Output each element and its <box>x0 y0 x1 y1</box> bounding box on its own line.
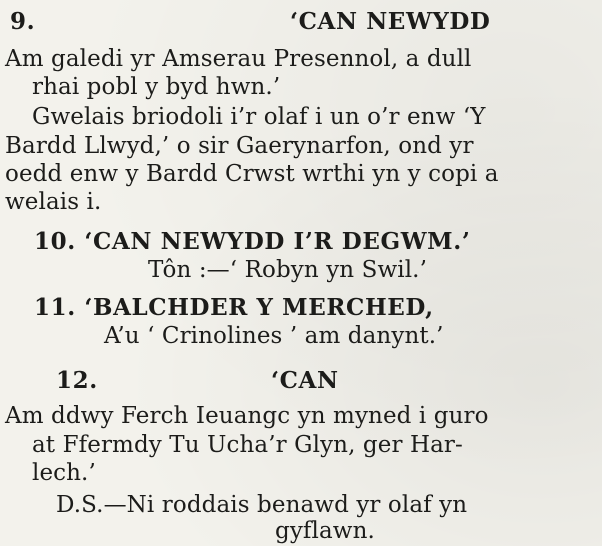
item-12-number: 12. <box>56 367 98 394</box>
item-12-subtitle-line: at Ffermdy Tu Ucha’r Glyn, ger Har- <box>32 432 463 458</box>
item-9-note-line: Gwelais briodoli i’r olaf i un o’r enw ‘Y <box>32 104 486 130</box>
item-9-title: ‘CAN NEWYDD <box>290 8 491 35</box>
item-10-tune: Tôn :—‘ Robyn yn Swil.’ <box>148 257 427 283</box>
item-12-subtitle-line: lech.’ <box>32 460 96 486</box>
item-11-subtitle: A’u ‘ Crinolines ’ am danynt.’ <box>104 323 444 349</box>
item-9-number: 9. <box>10 8 36 35</box>
item-9-note-line: welais i. <box>5 189 102 215</box>
item-11-heading: 11. ‘BALCHDER Y MERCHED, <box>34 294 434 321</box>
item-12-title: ‘CAN <box>271 367 339 394</box>
item-9-note-line: oedd enw y Bardd Crwst wrthi yn y copi a <box>5 161 499 187</box>
item-12-note-line: D.S.—Ni roddais benawd yr olaf yn <box>56 492 468 518</box>
item-12-subtitle-line: Am ddwy Ferch Ieuangc yn myned i guro <box>5 403 489 429</box>
item-9-note-line: Bardd Llwyd,’ o sir Gaerynarfon, ond yr <box>5 133 474 159</box>
show-through-bleed <box>470 330 590 354</box>
item-10-heading: 10. ‘CAN NEWYDD I’R DEGWM.’ <box>34 228 471 255</box>
item-9-subtitle-line: Am galedi yr Amserau Presennol, a dull <box>5 46 472 72</box>
item-12-note-line: gyflawn. <box>275 518 375 544</box>
item-9-subtitle-line: rhai pobl y byd hwn.’ <box>32 74 281 100</box>
